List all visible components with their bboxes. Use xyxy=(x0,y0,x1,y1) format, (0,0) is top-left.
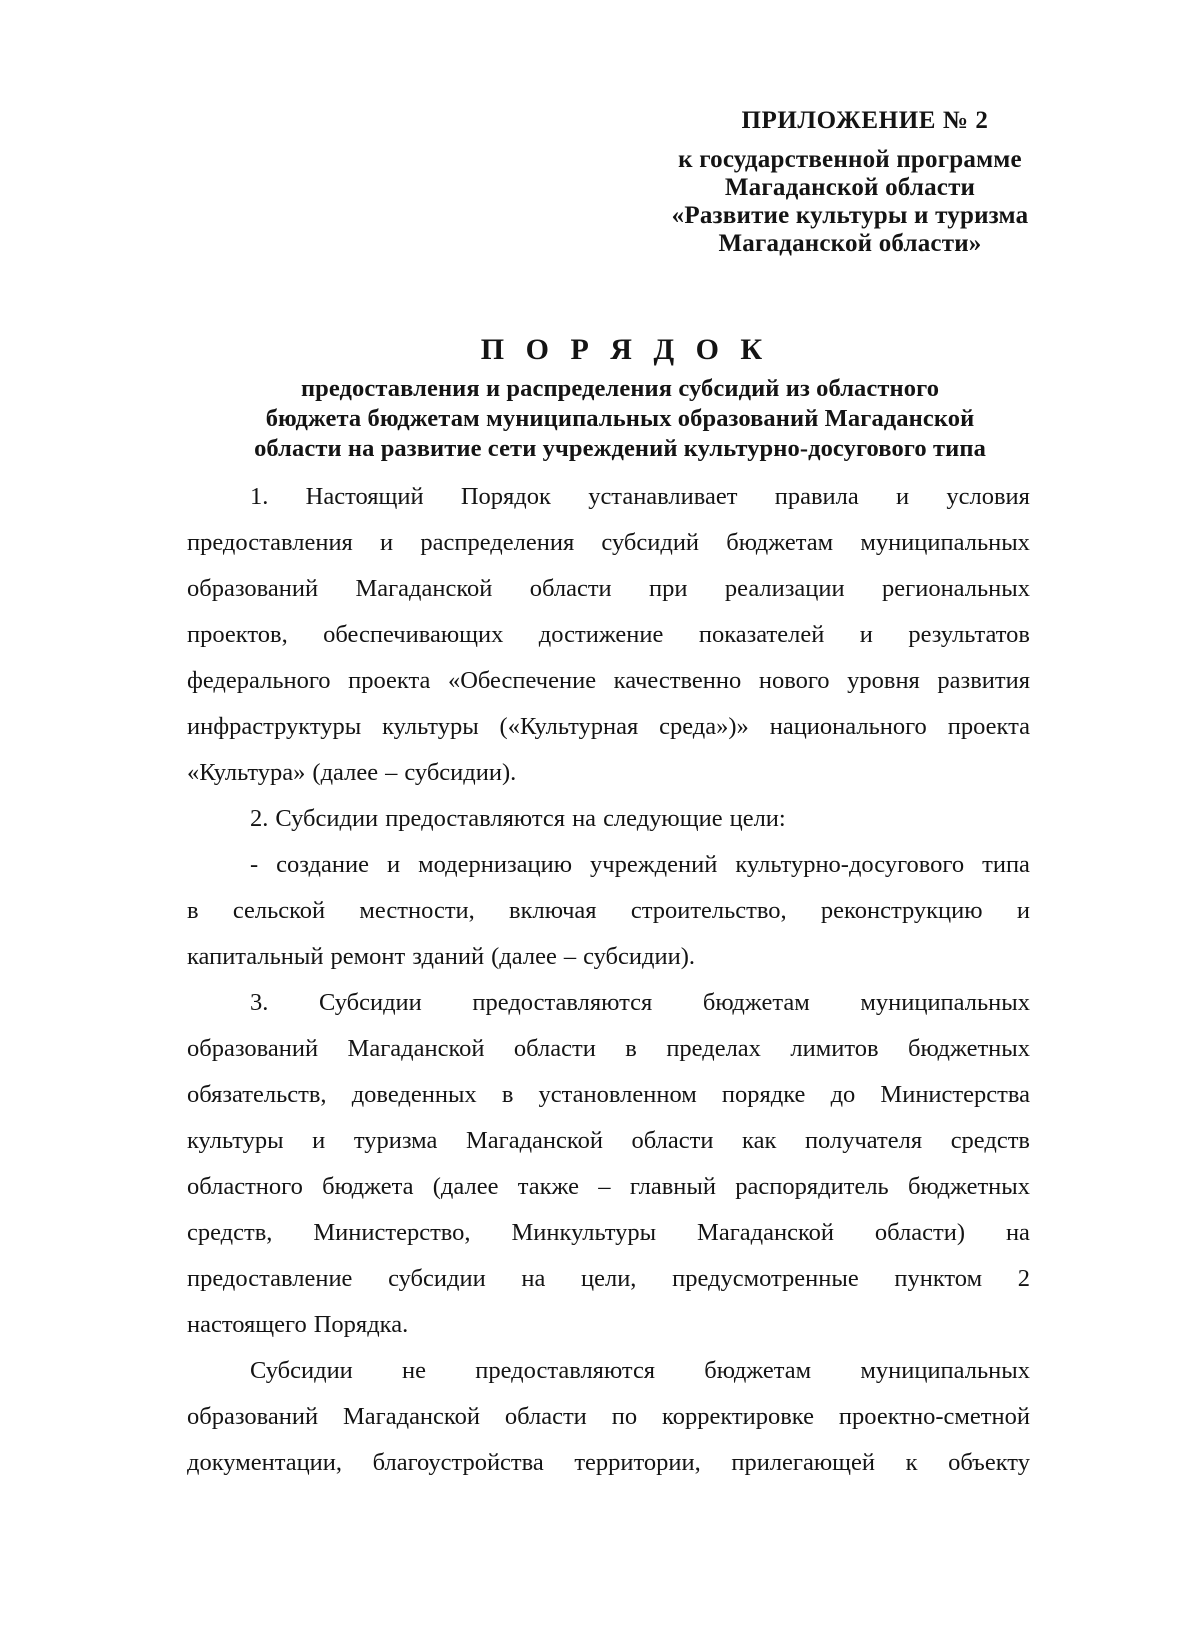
word: нового xyxy=(758,667,830,694)
word: благоустройства xyxy=(372,1449,544,1476)
word: документации, xyxy=(187,1449,343,1476)
word: бюджетных xyxy=(907,1035,1030,1062)
text-line xyxy=(187,848,1030,894)
word: не xyxy=(402,1357,427,1384)
word: – xyxy=(563,943,577,970)
word: реконструкцию xyxy=(820,897,983,924)
word: проектов, xyxy=(187,621,288,648)
word: (далее xyxy=(312,759,379,786)
appendix-header xyxy=(640,106,1060,258)
word: – xyxy=(385,759,398,786)
word: культурно-досугового xyxy=(735,851,965,878)
word: муниципальных xyxy=(860,1357,1030,1384)
word: среда»)» xyxy=(659,713,749,740)
word: пунктом xyxy=(894,1265,983,1292)
word: культуры xyxy=(382,713,479,740)
word: области xyxy=(513,1035,596,1062)
word: получателя xyxy=(804,1127,923,1154)
word: областного xyxy=(187,1173,303,1200)
word: пределах xyxy=(666,1035,761,1062)
word: бюджетам xyxy=(726,529,834,556)
word: субсидии). xyxy=(583,943,695,970)
word: ремонт xyxy=(330,943,406,970)
text-line xyxy=(187,1170,1030,1216)
word: показателей xyxy=(698,621,825,648)
word: 2. xyxy=(250,805,269,832)
word: области) xyxy=(874,1219,965,1246)
word: на xyxy=(572,805,597,832)
appendix-line: «Развитие культуры и туризма xyxy=(671,202,1029,229)
word: области xyxy=(529,575,612,602)
document-title: П О Р Я Д О К xyxy=(480,333,770,366)
word: Магаданской xyxy=(355,575,493,602)
word: как xyxy=(742,1127,777,1154)
word: Порядок xyxy=(460,483,551,510)
word: при xyxy=(649,575,688,602)
word: Магаданской xyxy=(343,1403,480,1430)
word: области xyxy=(631,1127,714,1154)
word: условия xyxy=(946,483,1030,510)
text-line xyxy=(187,480,1030,526)
word: учреждений xyxy=(590,851,718,878)
appendix-line: к государственной программе xyxy=(678,146,1022,173)
word: «Культура» xyxy=(187,759,306,786)
word: образований xyxy=(187,1035,319,1062)
word: до xyxy=(830,1081,856,1108)
text-line xyxy=(187,526,1030,572)
word: («Культурная xyxy=(499,713,639,740)
word: 1. xyxy=(250,483,269,510)
word: Порядка. xyxy=(313,1311,409,1338)
word: проекта xyxy=(348,667,431,694)
word: «Обеспечение xyxy=(447,667,597,694)
text-line xyxy=(187,572,1030,618)
word: главный xyxy=(629,1173,716,1200)
word: Субсидии xyxy=(318,989,422,1016)
word: обязательств, xyxy=(187,1081,327,1108)
word: зданий xyxy=(412,943,485,970)
word: развития xyxy=(937,667,1030,694)
text-line xyxy=(187,1262,1030,1308)
word: Магаданской xyxy=(347,1035,485,1062)
word: субсидии xyxy=(388,1265,486,1292)
word: Магаданской xyxy=(466,1127,603,1154)
word: инфраструктуры xyxy=(187,713,362,740)
word: бюджета xyxy=(322,1173,414,1200)
text-line xyxy=(187,1354,1030,1400)
word: (далее xyxy=(432,1173,499,1200)
word: реализации xyxy=(724,575,845,602)
word: настоящего xyxy=(187,1311,307,1338)
word: проекта xyxy=(947,713,1030,740)
text-line xyxy=(187,618,1030,664)
word: следующие xyxy=(603,805,723,832)
word: национального xyxy=(769,713,927,740)
word: бюджетам xyxy=(704,1357,812,1384)
word: результатов xyxy=(908,621,1030,648)
word: и xyxy=(386,851,401,878)
text-line xyxy=(187,940,1030,986)
word: предоставляются xyxy=(472,989,653,1016)
word: (далее xyxy=(491,943,557,970)
subtitle-line: области на развитие сети учреждений культурно-досугового типа xyxy=(254,435,986,462)
text-line xyxy=(187,1308,1030,1354)
paragraph xyxy=(187,480,1030,802)
word: также xyxy=(517,1173,580,1200)
word: создание xyxy=(276,851,369,878)
word: предоставления xyxy=(187,529,353,556)
word: муниципальных xyxy=(860,529,1030,556)
appendix-line: Магаданской области» xyxy=(718,230,982,257)
word: субсидий xyxy=(601,529,700,556)
word: и xyxy=(859,621,873,648)
text-line xyxy=(187,756,1030,802)
word: образований xyxy=(187,575,319,602)
text-line xyxy=(187,710,1030,756)
subtitle-line: предоставления и распределения субсидий из областного xyxy=(300,375,940,402)
word: предусмотренные xyxy=(672,1265,859,1292)
text-line xyxy=(187,1216,1030,1262)
word: достижение xyxy=(538,621,664,648)
word: включая xyxy=(509,897,597,924)
word: к xyxy=(905,1449,918,1476)
word: Министерство, xyxy=(313,1219,471,1246)
text-line xyxy=(187,986,1030,1032)
word: в xyxy=(625,1035,637,1062)
word: правила xyxy=(774,483,859,510)
word: качественно xyxy=(613,667,742,694)
word: предоставляются xyxy=(475,1357,656,1384)
text-line xyxy=(187,1400,1030,1446)
word: и xyxy=(1016,897,1030,924)
word: цели, xyxy=(580,1265,637,1292)
word: территории, xyxy=(574,1449,701,1476)
word: муниципальных xyxy=(860,989,1030,1016)
word: федерального xyxy=(187,667,331,694)
word: Субсидии xyxy=(275,805,379,832)
word: проектно-сметной xyxy=(838,1403,1030,1430)
text-line xyxy=(187,1446,1030,1492)
word: распределения xyxy=(420,529,575,556)
text-line xyxy=(187,664,1030,710)
document-body xyxy=(187,480,1030,1492)
word: в xyxy=(187,897,199,924)
text-line xyxy=(187,802,1030,848)
word: распорядитель xyxy=(735,1173,889,1200)
word: субсидии). xyxy=(404,759,517,786)
word: установленном xyxy=(538,1081,697,1108)
document-subtitle xyxy=(180,374,1060,464)
word: модернизацию xyxy=(418,851,573,878)
word: Субсидии xyxy=(250,1357,353,1384)
word: порядке xyxy=(721,1081,806,1108)
word: строительство, xyxy=(630,897,787,924)
word: прилегающей xyxy=(731,1449,876,1476)
word: местности, xyxy=(359,897,475,924)
word: средств, xyxy=(187,1219,273,1246)
text-line xyxy=(187,1032,1030,1078)
word: устанавливает xyxy=(588,483,738,510)
word: сельской xyxy=(232,897,326,924)
word: Магаданской xyxy=(697,1219,834,1246)
paragraph xyxy=(187,802,1030,848)
text-line xyxy=(187,1124,1030,1170)
appendix-title: ПРИЛОЖЕНИЕ № 2 xyxy=(741,107,989,134)
paragraph xyxy=(187,986,1030,1354)
word: - xyxy=(250,851,259,878)
word: лимитов xyxy=(790,1035,879,1062)
text-line xyxy=(187,894,1030,940)
word: и xyxy=(312,1127,326,1154)
word: средств xyxy=(950,1127,1030,1154)
subtitle-line: бюджета бюджетам муниципальных образований Магаданской xyxy=(265,405,975,432)
word: уровня xyxy=(847,667,920,694)
word: бюджетных xyxy=(908,1173,1030,1200)
word: 2 xyxy=(1017,1265,1030,1292)
word: цели: xyxy=(729,805,786,832)
word: корректировке xyxy=(662,1403,814,1430)
word: по xyxy=(611,1403,638,1430)
word: 3. xyxy=(250,989,269,1016)
word: обеспечивающих xyxy=(323,621,504,648)
word: туризма xyxy=(353,1127,438,1154)
word: предоставление xyxy=(187,1265,353,1292)
word: Минкультуры xyxy=(511,1219,657,1246)
word: культуры xyxy=(187,1127,284,1154)
word: объекту xyxy=(948,1449,1030,1476)
word: области xyxy=(504,1403,587,1430)
text-line xyxy=(187,1078,1030,1124)
word: капитальный xyxy=(187,943,324,970)
paragraph xyxy=(187,1354,1030,1492)
word: и xyxy=(895,483,910,510)
word: доведенных xyxy=(351,1081,477,1108)
appendix-line: Магаданской области xyxy=(724,174,976,201)
paragraph xyxy=(187,848,1030,986)
word: и xyxy=(380,529,394,556)
word: на xyxy=(521,1265,546,1292)
word: образований xyxy=(187,1403,319,1430)
word: региональных xyxy=(882,575,1030,602)
word: Настоящий xyxy=(305,483,424,510)
word: – xyxy=(598,1173,611,1200)
word: предоставляются xyxy=(385,805,566,832)
word: на xyxy=(1005,1219,1030,1246)
word: типа xyxy=(982,851,1030,878)
word: в xyxy=(501,1081,514,1108)
word: бюджетам xyxy=(702,989,810,1016)
word: Министерства xyxy=(880,1081,1030,1108)
